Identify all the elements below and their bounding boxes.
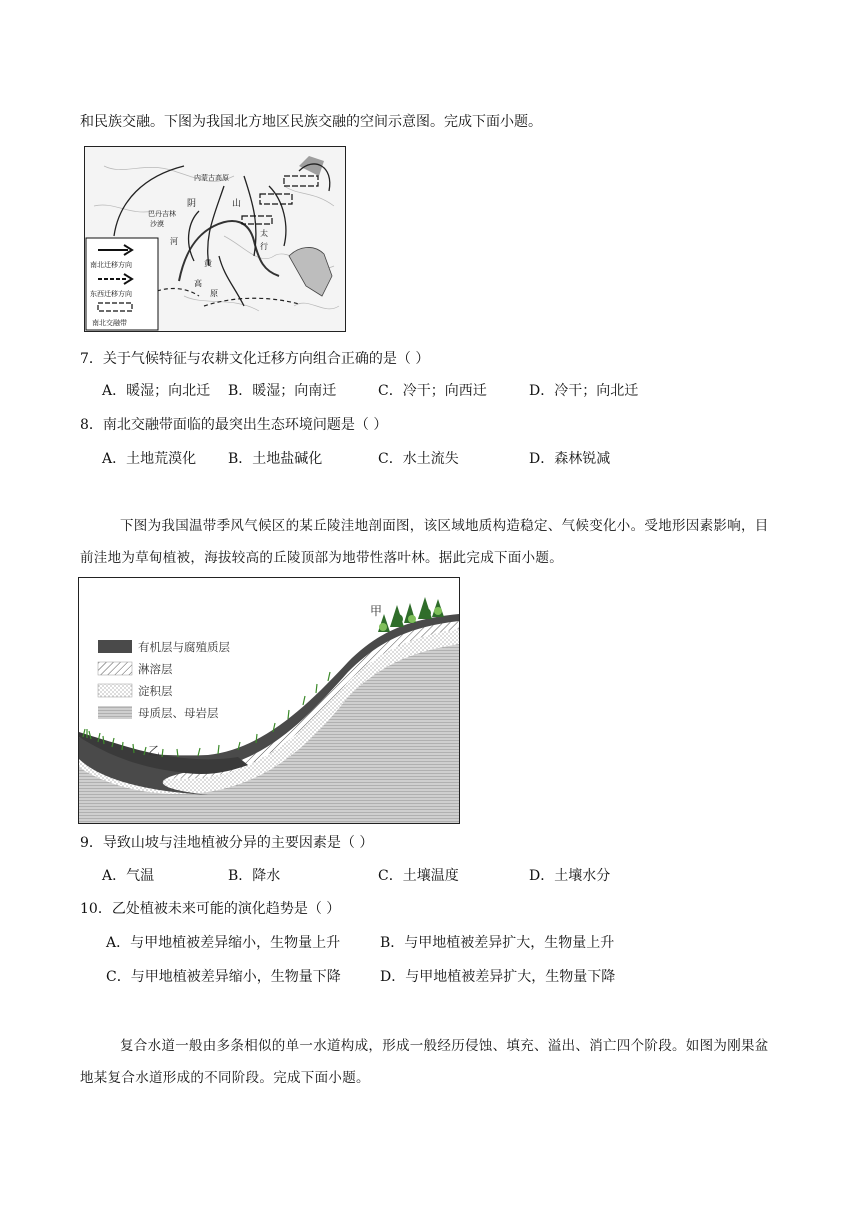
q8-option-a[interactable]: A．土地荒漠化 <box>102 451 197 467</box>
map-label-desert: 沙漠 <box>150 220 164 228</box>
q9-option-a[interactable]: A．气温 <box>102 868 155 884</box>
intro-text-1: 和民族交融。下图为我国北方地区民族交融的空间示意图。完成下面小题。 <box>80 114 542 130</box>
map-label-huang: 黄 <box>204 259 212 268</box>
q8-option-d[interactable]: D．森林锐减 <box>529 451 611 467</box>
q7-option-b[interactable]: B．暖湿；向南迁 <box>228 383 337 399</box>
map-label-inner-mongolia: 内蒙古高原 <box>194 174 229 182</box>
ethnic-fusion-map <box>84 146 346 332</box>
legend-band: 南北交融带 <box>92 319 127 327</box>
map-label-shan: 山 <box>232 199 242 209</box>
intro-text-3: 复合水道一般由多条相似的单一水道构成，形成一般经历侵蚀、填充、溢出、消亡四个阶段。如图为刚果盆地某复合水道形成的不同阶段。完成下面小题。 <box>80 1038 769 1086</box>
q7-option-a[interactable]: A．暖湿；向北迁 <box>102 383 211 399</box>
question-7-stem: 7．关于气候特征与农耕文化迁移方向组合正确的是（ ） <box>80 351 430 367</box>
legend-organic: 有机层与腐殖质层 <box>138 640 230 654</box>
legend-eluvial: 淋溶层 <box>138 662 173 676</box>
map-legend <box>86 238 158 330</box>
q7-option-d[interactable]: D．冷干；向北迁 <box>529 383 639 399</box>
map-label-badain: 巴丹吉林 <box>148 210 176 218</box>
legend-parent-material: 母质层、母岩层 <box>138 706 219 720</box>
q10-option-b[interactable]: B．与甲地植被差异扩大，生物量上升 <box>380 935 615 951</box>
legend-south-north: 南北迁移方向 <box>90 261 132 269</box>
map-label-yuan: 原 <box>210 289 218 298</box>
q10-option-d[interactable]: D．与甲地植被差异扩大，生物量下降 <box>380 969 616 985</box>
map-label-he: 河 <box>170 237 178 246</box>
profile-label-jia: 甲 <box>370 604 383 618</box>
q8-option-b[interactable]: B．土地盐碱化 <box>228 451 323 467</box>
question-9-stem: 9．导致山坡与洼地植被分异的主要因素是（ ） <box>80 835 374 851</box>
intro-text-2: 下图为我国温带季风气候区的某丘陵洼地剖面图，该区域地质构造稳定、气候变化小。受地形因素影响，目前洼地为草甸植被，海拔较高的丘陵顶部为地带性落叶林。据此完成下面小题。 <box>80 518 769 566</box>
legend-east-west: 东西迁移方向 <box>90 290 132 298</box>
map-label-yin: 阴 <box>187 199 197 209</box>
profile-label-yi: 乙 <box>148 744 161 758</box>
map-label-hang: 行 <box>260 242 268 251</box>
q7-option-c[interactable]: C．冷干；向西迁 <box>378 383 487 399</box>
q9-option-b[interactable]: B．降水 <box>228 868 281 884</box>
q10-option-a[interactable]: A．与甲地植被差异缩小，生物量上升 <box>106 935 341 951</box>
question-10-stem: 10．乙处植被未来可能的演化趋势是（ ） <box>80 901 341 917</box>
soil-profile-diagram <box>78 577 460 824</box>
question-8-stem: 8．南北交融带面临的最突出生态环境问题是（ ） <box>80 417 388 433</box>
legend-illuvial: 淀积层 <box>138 684 173 698</box>
q8-option-c[interactable]: C．水土流失 <box>378 451 459 467</box>
map-label-gao: 高 <box>194 279 202 288</box>
q9-option-c[interactable]: C．土壤温度 <box>378 868 459 884</box>
q10-option-c[interactable]: C．与甲地植被差异缩小，生物量下降 <box>106 969 341 985</box>
q9-option-d[interactable]: D．土壤水分 <box>529 868 611 884</box>
map-label-tai: 太 <box>260 229 268 238</box>
